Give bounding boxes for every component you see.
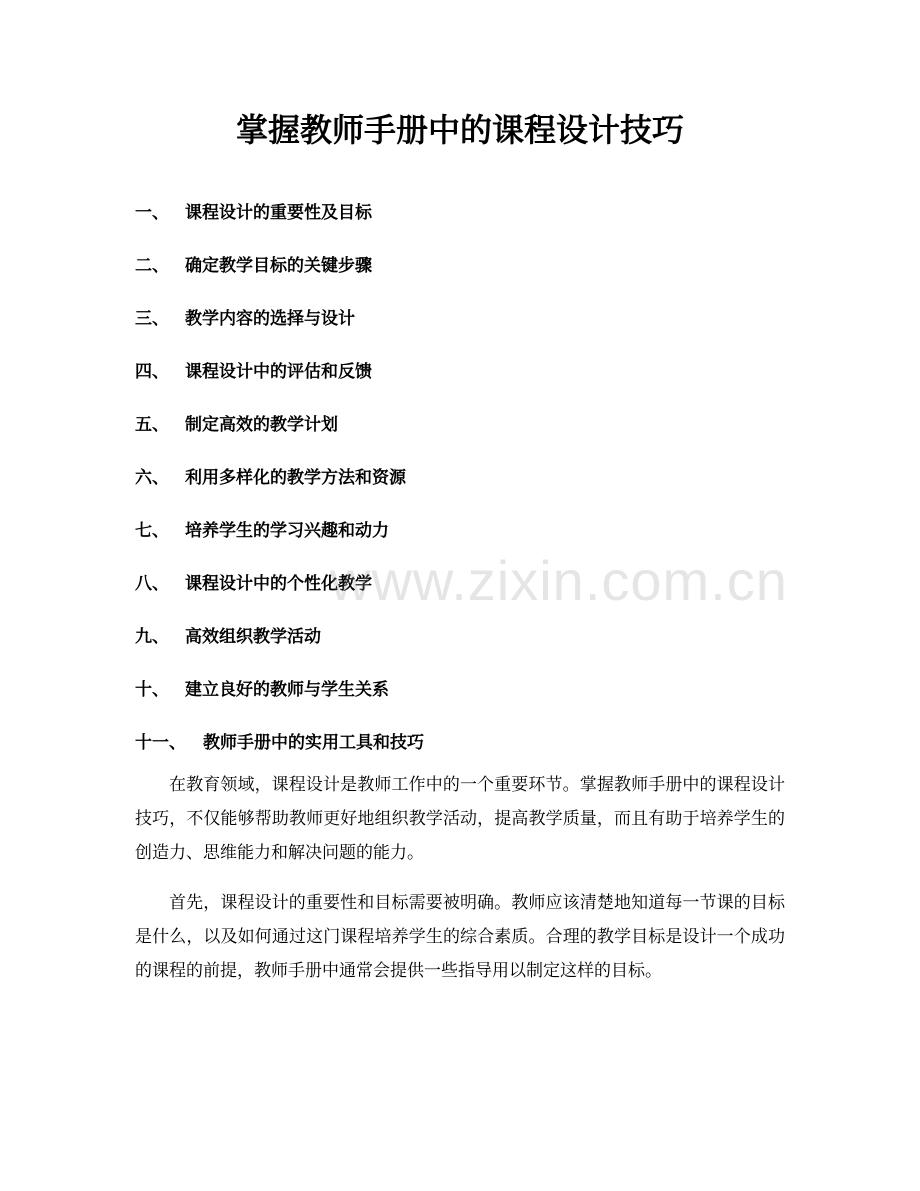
toc-item-number: 五、 bbox=[135, 414, 169, 435]
toc-item bbox=[135, 186, 424, 239]
toc-item-number: 七、 bbox=[135, 520, 169, 541]
toc-item-text: 高效组织教学活动 bbox=[185, 626, 321, 647]
toc-item-number: 十一、 bbox=[135, 732, 186, 753]
toc-item-number: 一、 bbox=[135, 202, 169, 223]
toc-item bbox=[135, 398, 424, 451]
paragraph: 首先，课程设计的重要性和目标需要被明确。教师应该清楚地知道每一节课的目标是什么，以及如何通过这门课程培养学生的综合素质。合理的教学目标是设计一个成功的课程的前提，教师手册中通常会提供一些指导用以制定这样的目标。 bbox=[135, 893, 785, 981]
toc-item-number: 九、 bbox=[135, 626, 169, 647]
toc-item-text: 课程设计中的评估和反馈 bbox=[185, 361, 372, 382]
paragraph: 在教育领域，课程设计是教师工作中的一个重要环节。掌握教师手册中的课程设计技巧，不仅能够帮助教师更好地组织教学活动，提高教学质量，而且有助于培养学生的创造力、思维能力和解决问题的能力。 bbox=[135, 775, 785, 863]
watermark: www.zixin.com.cn bbox=[330, 549, 788, 612]
toc-item-text: 确定教学目标的关键步骤 bbox=[185, 255, 372, 276]
body-text bbox=[135, 768, 785, 1004]
page-title: 掌握教师手册中的课程设计技巧 bbox=[235, 111, 684, 149]
toc-item-number: 二、 bbox=[135, 255, 169, 276]
toc-item bbox=[135, 610, 424, 663]
toc-item-number: 八、 bbox=[135, 573, 169, 594]
toc-item-number: 十、 bbox=[135, 679, 169, 700]
toc-item-text: 制定高效的教学计划 bbox=[185, 414, 338, 435]
toc-item-text: 教学内容的选择与设计 bbox=[185, 308, 355, 329]
toc-item bbox=[135, 292, 424, 345]
toc-item-text: 教师手册中的实用工具和技巧 bbox=[203, 732, 424, 753]
toc-item-text: 课程设计中的个性化教学 bbox=[185, 573, 372, 594]
toc-item-text: 培养学生的学习兴趣和动力 bbox=[185, 520, 389, 541]
toc-item bbox=[135, 345, 424, 398]
toc-item bbox=[135, 716, 424, 769]
toc-item bbox=[135, 451, 424, 504]
toc-item-text: 课程设计的重要性及目标 bbox=[185, 202, 372, 223]
table-of-contents bbox=[135, 186, 424, 769]
toc-item-number: 三、 bbox=[135, 308, 169, 329]
toc-item bbox=[135, 239, 424, 292]
toc-item-text: 建立良好的教师与学生关系 bbox=[185, 679, 389, 700]
toc-item-number: 四、 bbox=[135, 361, 169, 382]
toc-item-number: 六、 bbox=[135, 467, 169, 488]
toc-item-text: 利用多样化的教学方法和资源 bbox=[185, 467, 406, 488]
toc-item bbox=[135, 663, 424, 716]
